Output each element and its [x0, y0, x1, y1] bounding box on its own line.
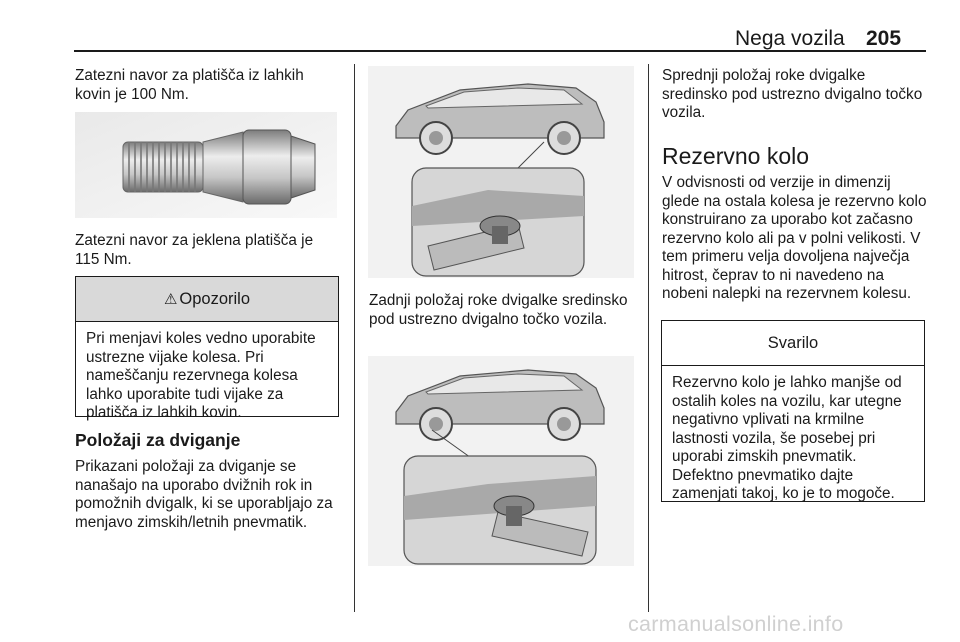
caution-header: Svarilo	[662, 321, 924, 366]
spare-wheel-text: V odvisnosti od verzije in dimenzij glede na ostala kolesa je rezervno kolo konstruirano za uporabo kot začasno rezervno kolo ali pa v polni velikosti. V tem primeru velja dovoljena največja hitrost, čeprav to ni navedeno na nobeni nalepki na rezervnem kolesu.	[662, 174, 927, 302]
column-divider-right	[648, 64, 649, 612]
wheel-bolt-illustration	[75, 112, 337, 218]
column-divider-left	[354, 64, 355, 612]
warning-triangle-icon: ⚠	[163, 291, 178, 308]
header-rule	[74, 50, 926, 52]
warning-box	[75, 276, 339, 421]
wheel-bolt-torque-steel: Zatezni navor za jeklena platišča je 115 Nm.	[75, 232, 314, 268]
rear-lifting-caption: Zadnji položaj roke dvigalke sredinsko pod ustrezno dvigalno točko vozila.	[369, 292, 628, 328]
caution-box	[661, 320, 925, 502]
caution-text: Rezervno kolo je lahko manjše od ostalih koles na vozilu, kar utegne negativno vplivati na krmilne lastnosti vozila, še posebej pri uporabi zimskih pnevmatik. Defektno pnevmatiko dajte zamenjati takoj, ko je to mogoče.	[672, 374, 902, 502]
watermark: carmanualsonline.info	[628, 612, 844, 636]
warning-title: Opozorilo	[179, 289, 251, 308]
page-header-title: Nega vozila	[735, 27, 845, 50]
lifting-points-text: Prikazani položaji za dviganje se nanašajo na uporabo dvižnih rok in pomožnih dvigalk, ki se uporabljajo za menjavo zimskih/letnih pnevmatik.	[75, 458, 333, 531]
wheel-bolt-torque-alloy: Zatezni navor za platišča iz lahkih kovin je 100 Nm.	[75, 67, 304, 103]
page-number: 205	[866, 27, 902, 50]
rear-lifting-point-illustration	[368, 66, 634, 278]
spare-wheel-heading: Rezervno kolo	[662, 143, 810, 169]
lifting-points-heading: Položaji za dviganje	[75, 430, 241, 450]
front-lifting-caption: Sprednji položaj roke dvigalke sredinsko pod ustrezno dvigalno točko vozila.	[662, 67, 923, 121]
front-lifting-point-illustration	[368, 356, 634, 566]
warning-text: Pri menjavi koles vedno uporabite ustrezne vijake kolesa. Pri nameščanju rezervnega kolesa lahko uporabite tudi vijake za platišča iz lahkih kovin.	[86, 330, 316, 421]
warning-header	[76, 277, 338, 322]
